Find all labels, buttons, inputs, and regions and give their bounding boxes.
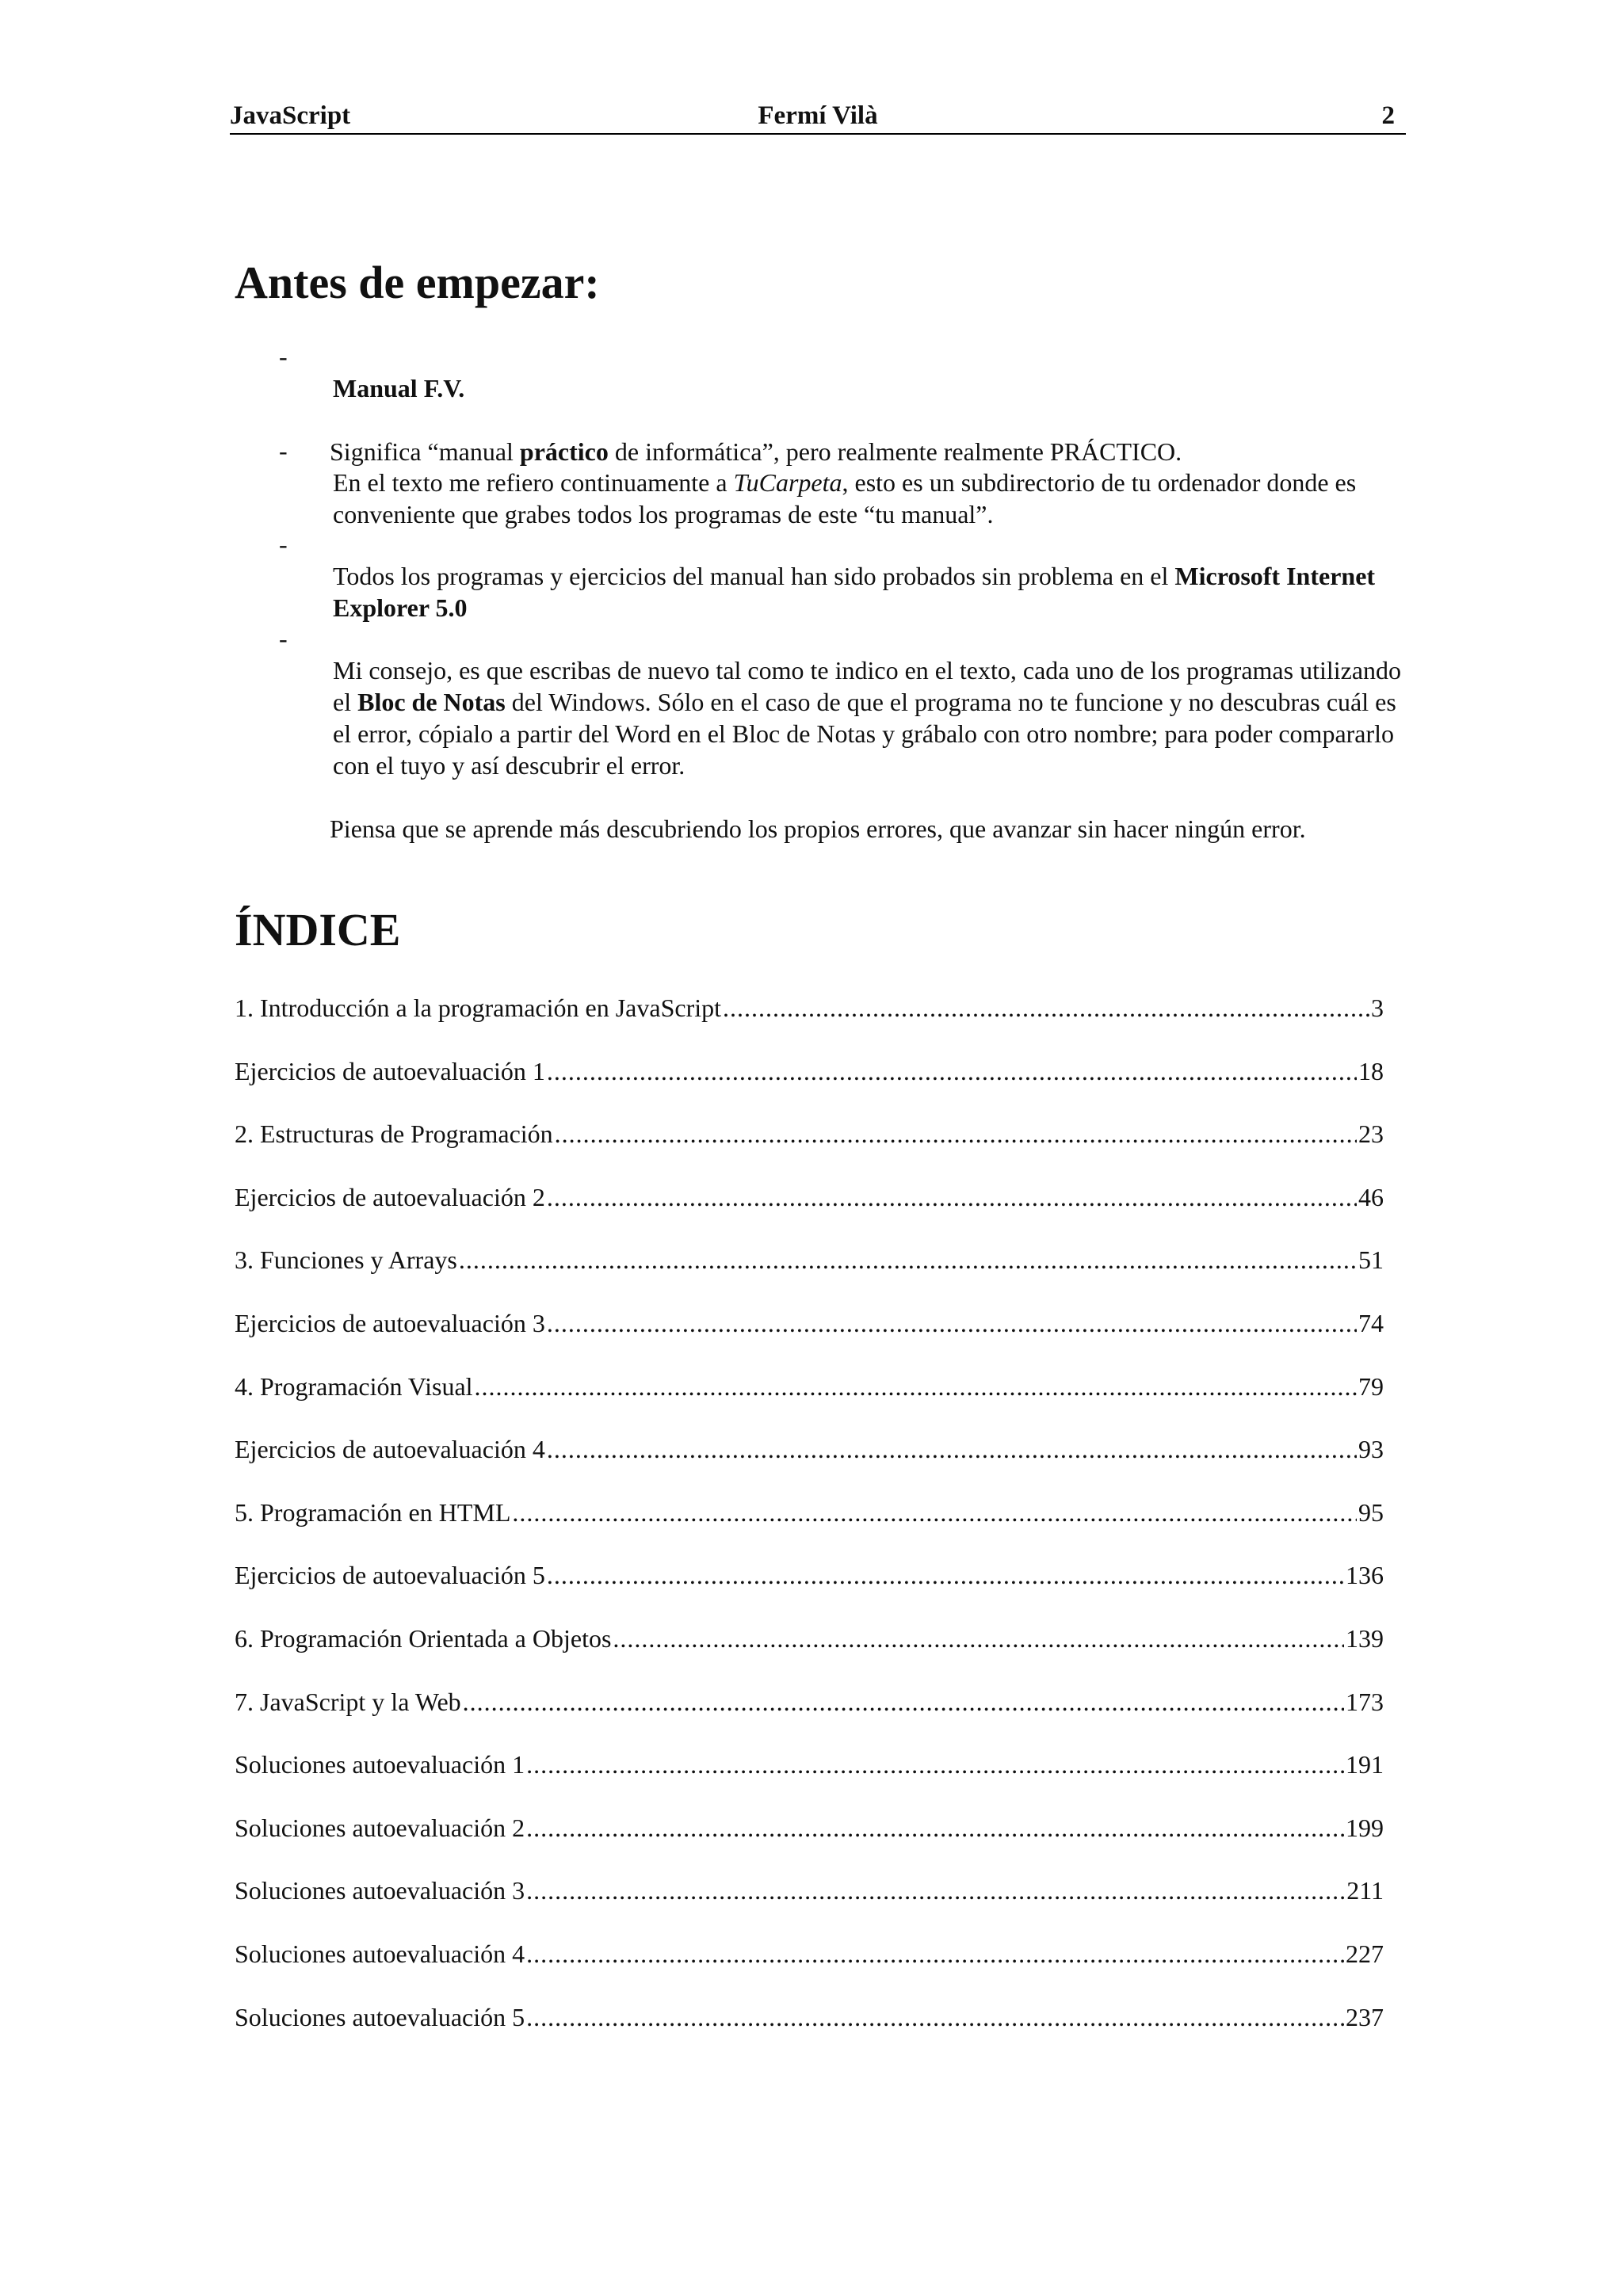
toc-entry[interactable]: [235, 1623, 1384, 1654]
italic-run: TuCarpeta: [733, 468, 842, 497]
toc-entry[interactable]: [235, 1686, 1384, 1718]
toc-entry[interactable]: [235, 1244, 1384, 1276]
toc-dot-leader: [463, 1686, 1344, 1718]
antes-item-4-text: [330, 623, 1415, 876]
toc-dot-leader: [547, 1433, 1357, 1465]
toc-entry-page: 136: [1346, 1561, 1384, 1590]
header-author: Fermí Vilà: [758, 101, 878, 130]
toc-dot-leader: [512, 1497, 1357, 1528]
toc-entry-page: 173: [1346, 1687, 1384, 1716]
toc-dot-leader: [555, 1118, 1357, 1150]
toc-dot-leader: [547, 1307, 1357, 1339]
text-run: , esto es un subdirectorio de tu ordenador donde es conveniente que grabes todos los programas de este “tu manual”.: [333, 468, 1357, 528]
text-run: En el texto me refiero continuamente a: [333, 468, 734, 497]
toc-dot-leader: [526, 1749, 1344, 1780]
toc-dot-leader: [547, 1559, 1344, 1591]
toc-entry-label: Soluciones autoevaluación 4: [235, 1939, 525, 1968]
toc-dot-leader: [526, 1938, 1344, 1970]
toc-entry-label: Ejercicios de autoevaluación 3: [235, 1309, 545, 1337]
toc-dot-leader: [526, 2001, 1344, 2033]
list-dash: -: [279, 342, 288, 371]
bold-run: Bloc de Notas: [357, 688, 506, 716]
bold-run: Microsoft Internet Explorer 5.0: [333, 562, 1376, 622]
toc-dot-leader: [475, 1371, 1357, 1402]
toc-entry[interactable]: [235, 1875, 1384, 1906]
list-dash: -: [279, 624, 288, 653]
toc-entry-page: 18: [1358, 1056, 1384, 1085]
toc-entry[interactable]: [235, 1812, 1384, 1844]
toc-entry-label: Ejercicios de autoevaluación 2: [235, 1182, 545, 1211]
toc-entry[interactable]: [235, 1497, 1384, 1528]
toc-entry-label: Ejercicios de autoevaluación 4: [235, 1435, 545, 1464]
toc-entry-page: 211: [1346, 1876, 1384, 1905]
text-run: Significa “manual: [330, 437, 520, 466]
toc-entry-label: 1. Introducción a la programación en JavaScript: [235, 994, 721, 1022]
manual-title: Manual F.V.: [333, 374, 465, 402]
header-page-number: 2: [1381, 101, 1395, 130]
toc-entry-label: Ejercicios de autoevaluación 5: [235, 1561, 545, 1590]
toc-entry-page: 95: [1358, 1497, 1384, 1527]
toc-entry-page: 51: [1358, 1245, 1384, 1275]
header-left: JavaScript: [230, 101, 351, 130]
toc-entry-label: 7. JavaScript y la Web: [235, 1687, 461, 1716]
toc-entry[interactable]: [235, 992, 1384, 1024]
indice-title: ÍNDICE: [235, 904, 401, 955]
toc-entry[interactable]: [235, 2001, 1384, 2033]
toc-dot-leader: [723, 992, 1369, 1024]
toc-entry-page: 199: [1346, 1813, 1384, 1842]
text-run: Mi consejo, es que escribas de nuevo tal como te indico en el texto, cada uno de los programas utilizando el: [333, 656, 1402, 716]
list-dash: -: [279, 437, 288, 465]
text-run: Todos los programas y ejercicios del manual han sido probados sin problema en el: [333, 562, 1175, 590]
toc-dot-leader: [547, 1181, 1357, 1213]
toc-entry[interactable]: [235, 1749, 1384, 1780]
toc-entry-page: 191: [1346, 1750, 1384, 1779]
toc-entry-page: 74: [1358, 1309, 1384, 1337]
toc-entry-label: 2. Estructuras de Programación: [235, 1119, 553, 1149]
text-run: de informática”, pero realmente realmente PRÁCTICO.: [608, 437, 1182, 466]
toc-entry[interactable]: [235, 1055, 1384, 1087]
toc-entry-label: Soluciones autoevaluación 5: [235, 2002, 525, 2031]
toc-entry-label: 4. Programación Visual: [235, 1371, 473, 1401]
toc-entry-page: 46: [1358, 1182, 1384, 1211]
toc-dot-leader: [547, 1055, 1357, 1087]
text-run: Piensa que se aprende más descubriendo los propios errores, que avanzar sin hacer ningún error.: [330, 814, 1306, 843]
antes-title: Antes de empezar:: [235, 257, 600, 308]
toc-entry[interactable]: [235, 1371, 1384, 1402]
toc-entry-page: 227: [1346, 1939, 1384, 1968]
toc-dot-leader: [526, 1875, 1345, 1906]
toc-entry-label: Ejercicios de autoevaluación 1: [235, 1056, 545, 1085]
toc-entry[interactable]: [235, 1433, 1384, 1465]
toc-entry-label: Soluciones autoevaluación 2: [235, 1813, 525, 1842]
toc-entry-label: Soluciones autoevaluación 1: [235, 1750, 525, 1779]
toc-entry-page: 139: [1346, 1624, 1384, 1653]
toc-entry-label: Soluciones autoevaluación 3: [235, 1876, 525, 1905]
list-dash: -: [279, 530, 288, 559]
toc-dot-leader: [613, 1623, 1344, 1654]
toc-entry-page: 23: [1358, 1119, 1384, 1149]
toc-entry[interactable]: [235, 1559, 1384, 1591]
toc-entry[interactable]: [235, 1118, 1384, 1150]
toc-entry-label: 5. Programación en HTML: [235, 1497, 511, 1527]
toc-entry-label: 3. Funciones y Arrays: [235, 1245, 457, 1275]
page-header: [230, 98, 1406, 135]
toc-entry-label: 6. Programación Orientada a Objetos: [235, 1624, 612, 1653]
toc-entry-page: 237: [1346, 2002, 1384, 2031]
toc-entry-page: 3: [1371, 994, 1384, 1022]
text-run: del Windows. Sólo en el caso de que el programa no te funcione y no descubras cuál es el error, cópialo a partir del Word en el Bloc de Notas y grábalo con otro nombre; para poder compararlo con el tuyo y así descubrir el error.: [333, 688, 1396, 780]
toc-dot-leader: [526, 1812, 1344, 1844]
toc-entry-page: 79: [1358, 1371, 1384, 1401]
toc-entry[interactable]: [235, 1307, 1384, 1339]
toc-entry[interactable]: [235, 1938, 1384, 1970]
toc-entry-page: 93: [1358, 1435, 1384, 1464]
toc-entry[interactable]: [235, 1181, 1384, 1213]
bold-run: práctico: [519, 437, 609, 466]
toc-dot-leader: [459, 1244, 1357, 1276]
